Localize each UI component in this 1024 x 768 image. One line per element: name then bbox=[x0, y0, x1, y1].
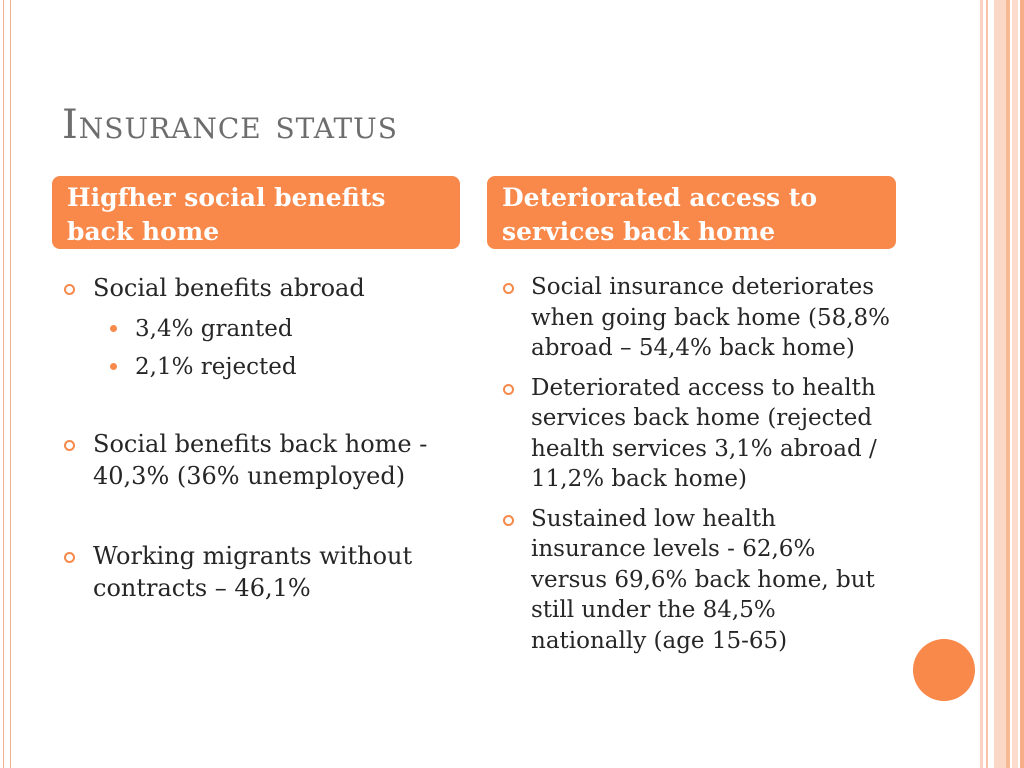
sub-bullet-text: 2,1% rejected bbox=[135, 354, 297, 380]
left-edge-line bbox=[10, 0, 11, 768]
bullet-text: Deteriorated access to health services back home (rejected health services 3,1% abroad / 11,2% back home) bbox=[531, 374, 877, 492]
hollow-circle-bullet-icon bbox=[64, 552, 75, 563]
stripe bbox=[980, 0, 983, 768]
decorative-circle bbox=[913, 639, 975, 701]
list-item bbox=[501, 373, 891, 495]
sub-bullet-list bbox=[93, 310, 462, 386]
list-item bbox=[501, 504, 891, 657]
left-column-header: Higfher social benefits back home bbox=[52, 176, 460, 249]
hollow-circle-bullet-icon bbox=[503, 283, 514, 294]
right-edge-stripes bbox=[980, 0, 1024, 768]
hollow-circle-bullet-icon bbox=[503, 515, 514, 526]
stripe bbox=[1020, 0, 1024, 768]
bullet-text: Working migrants without contracts – 46,1% bbox=[93, 542, 413, 602]
hollow-circle-bullet-icon bbox=[64, 284, 75, 295]
bullet-text: Social insurance deteriorates when going back home (58,8% abroad – 54,4% back home) bbox=[531, 274, 891, 361]
stripe bbox=[994, 0, 1006, 768]
list-item bbox=[62, 540, 462, 604]
filled-dot-bullet-icon bbox=[110, 363, 117, 370]
filled-dot-bullet-icon bbox=[110, 325, 117, 332]
bullet-text: Social benefits abroad bbox=[93, 274, 365, 302]
stripe bbox=[1006, 0, 1010, 768]
slide-title: Insurance status bbox=[62, 102, 398, 148]
sub-bullet-text: 3,4% granted bbox=[135, 316, 293, 342]
hollow-circle-bullet-icon bbox=[503, 384, 514, 395]
right-column-header: Deteriorated access to services back home bbox=[487, 176, 896, 249]
stripe bbox=[1012, 0, 1018, 768]
sub-list-item bbox=[93, 310, 462, 348]
sub-list-item bbox=[93, 348, 462, 386]
list-item bbox=[501, 272, 891, 364]
left-bullet-list bbox=[62, 272, 462, 604]
list-item bbox=[62, 428, 462, 492]
hollow-circle-bullet-icon bbox=[64, 440, 75, 451]
list-item bbox=[62, 272, 462, 386]
stripe bbox=[986, 0, 988, 768]
bullet-text: Social benefits back home - 40,3% (36% unemployed) bbox=[93, 430, 428, 490]
left-edge-line bbox=[3, 0, 4, 768]
right-bullet-list bbox=[501, 272, 891, 665]
bullet-text: Sustained low health insurance levels - 62,6% versus 69,6% back home, but still under the 84,5% nationally (age 15-65) bbox=[531, 505, 875, 654]
